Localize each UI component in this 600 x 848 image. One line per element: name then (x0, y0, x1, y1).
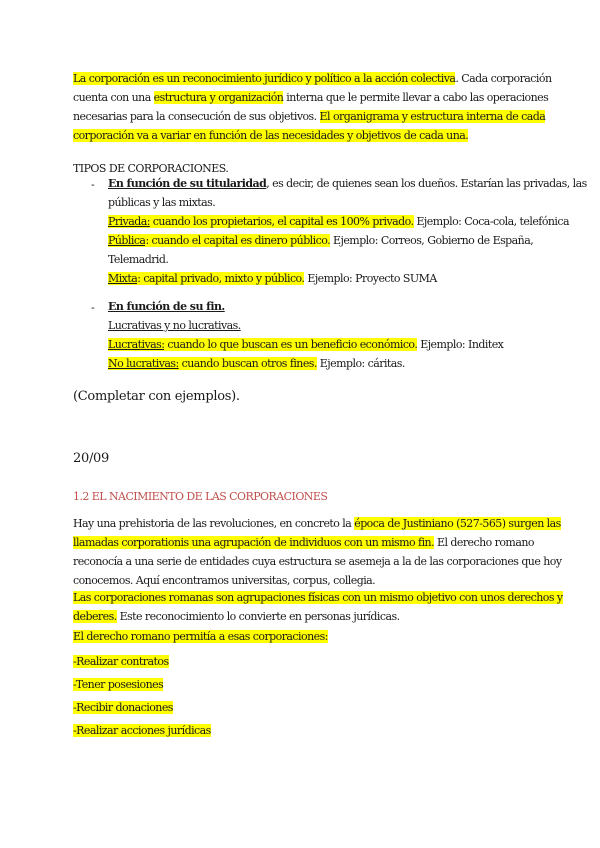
list-item: -Realizar contratos (73, 655, 169, 668)
intro-paragraph (73, 69, 551, 145)
intro-line3-text: necesarias para la consecución de sus objetivos. (73, 110, 320, 123)
publica-example2: Telemadrid. (108, 253, 169, 266)
publica-label: Pública (108, 234, 146, 247)
intro-line2-text-b: interna que le permite llevar a cabo las operaciones (283, 91, 549, 104)
bullet-dash: - (91, 178, 95, 191)
intro-line4-highlight: corporación va a variar en función de las necesidades y objetivos de cada una. (73, 129, 469, 142)
titularidad-label: En función de su titularidad (108, 177, 267, 190)
completar-note: (Completar con ejemplos). (73, 389, 240, 404)
intro-line2-text-a: cuenta con una (73, 91, 154, 104)
nolucrativas-highlight: cuando buscan otros fines. (178, 357, 317, 370)
list-item: -Realizar acciones jurídicas (73, 724, 211, 737)
mixta-highlight: : capital privado, mixto y público. (137, 272, 305, 285)
intro-line3-highlight: El organigrama y estructura interna de cada (319, 110, 546, 123)
romanas-line1-highlight: Las corporaciones romanas son agrupaciones físicas con un mismo objetivo con unos derechos y (73, 591, 563, 604)
titularidad-text: , es decir, de quienes sean los dueños. Estarían las privadas, las (266, 177, 587, 190)
fin-block (108, 297, 503, 373)
romanas-paragraph (73, 588, 563, 626)
tipos-title: TIPOS DE CORPORACIONES. (73, 162, 229, 175)
historia-line1-text: Hay una prehistoria de las revoluciones, en concreto la (73, 517, 355, 530)
derecho-line: El derecho romano permitía a esas corporaciones: (73, 630, 328, 643)
intro-line2-highlight: estructura y organización (153, 91, 284, 104)
nolucrativas-example: Ejemplo: cáritas. (316, 357, 405, 370)
historia-paragraph (73, 514, 562, 590)
privada-highlight: cuando los propietarios, el capital es 100% privado. (149, 215, 414, 228)
bullet-dash: - (91, 301, 95, 314)
fin-line2: Lucrativas y no lucrativas. (108, 319, 241, 332)
historia-line1-highlight: época de Justiniano (527-565) surgen las (354, 517, 561, 530)
section-heading: 1.2 EL NACIMIENTO DE LAS CORPORACIONES (73, 490, 328, 503)
historia-line2-highlight: llamadas corporationis una agrupación de individuos con un mismo fin. (73, 536, 435, 549)
romanas-line2-text: Este reconocimiento lo convierte en personas jurídicas. (116, 610, 400, 623)
lucrativas-highlight: cuando lo que buscan es un beneficio económico. (164, 338, 418, 351)
titularidad-text2: públicas y las mixtas. (108, 196, 216, 209)
intro-line1-text: . Cada corporación (455, 72, 552, 85)
privada-example: Ejemplo: Coca-cola, telefónica (413, 215, 570, 228)
historia-line4-text: conocemos. Aquí encontramos universitas, corpus, collegia. (73, 574, 376, 587)
list-item: -Tener posesiones (73, 678, 164, 691)
list-item: -Recibir donaciones (73, 701, 173, 714)
mixta-example: Ejemplo: Proyecto SUMA (304, 272, 437, 285)
romanas-line2-highlight: deberes. (73, 610, 117, 623)
date-label: 20/09 (73, 451, 109, 466)
historia-line2-text: El derecho romano (434, 536, 534, 549)
nolucrativas-label: No lucrativas: (108, 357, 179, 370)
privada-label: Privada: (108, 215, 150, 228)
lucrativas-example: Ejemplo: Inditex (417, 338, 504, 351)
fin-label: En función de su fin. (108, 300, 225, 313)
publica-example: Ejemplo: Correos, Gobierno de España, (330, 234, 534, 247)
historia-line3-text: reconocía a una serie de entidades cuya estructura se asemeja a la de las corporaciones que hoy (73, 555, 562, 568)
titularidad-block (108, 174, 587, 288)
lucrativas-label: Lucrativas: (108, 338, 165, 351)
mixta-label: Mixta (108, 272, 138, 285)
intro-line1-highlight: La corporación es un reconocimiento jurídico y político a la acción colectiva (73, 72, 456, 85)
publica-highlight: : cuando el capital es dinero público. (145, 234, 331, 247)
